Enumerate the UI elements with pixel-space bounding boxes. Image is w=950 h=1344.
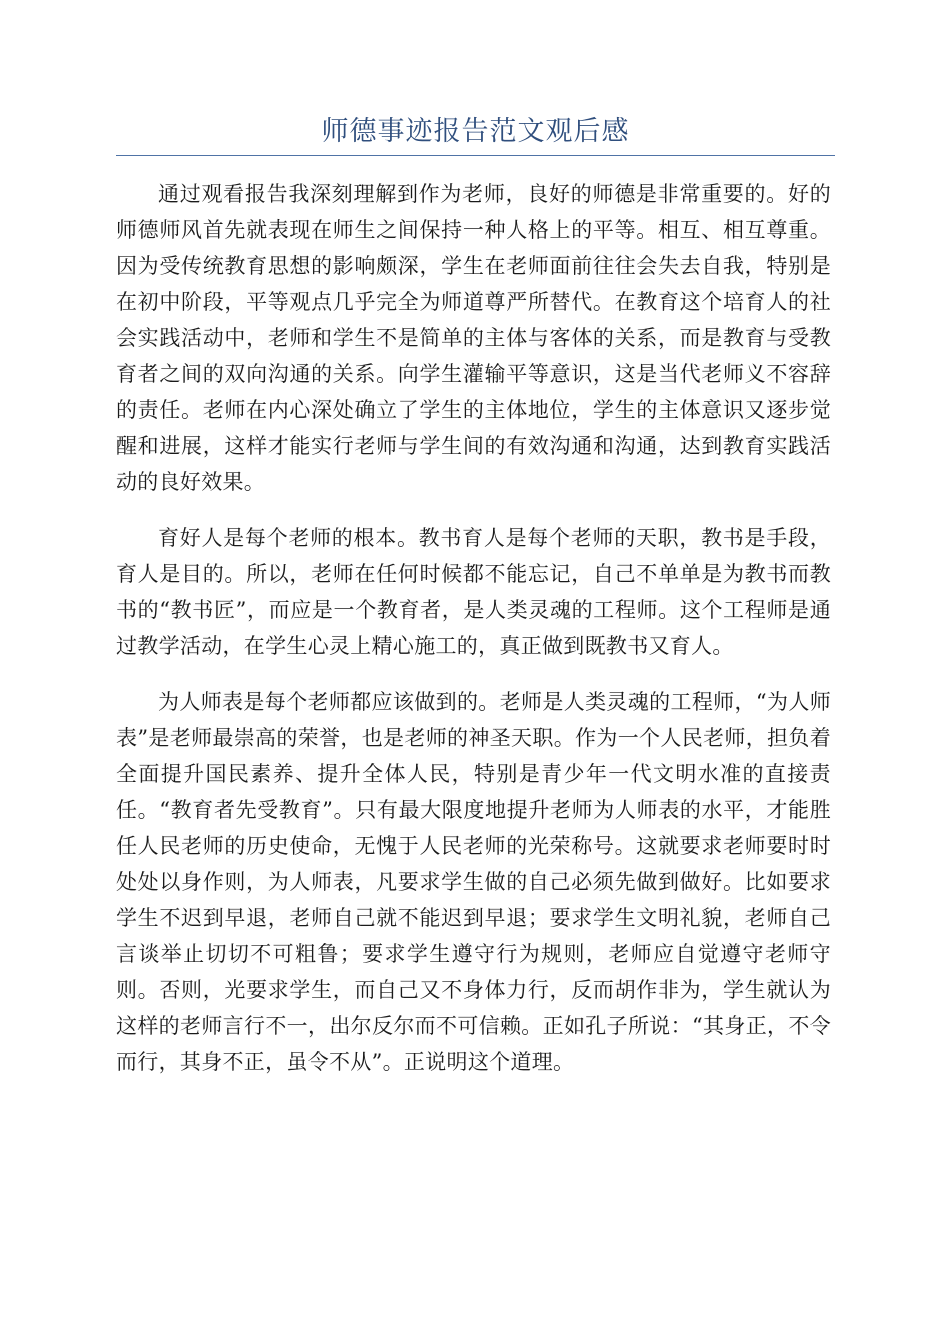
paragraph-1: 通过观看报告我深刻理解到作为老师，良好的师德是非常重要的。好的师德师风首先就表现在师生之间保持一种人格上的平等。相互、相互尊重。因为受传统教育思想的影响颇深，学生在老师面前往往会失去自我，特别是在初中阶段，平等观点几乎完全为师道尊严所替代。在教育这个培育人的社会实践活动中，老师和学生不是简单的主体与客体的关系，而是教育与受教育者之间的双向沟通的关系。向学生灌输平等意识，这是当代老师义不容辞的责任。老师在内心深处确立了学生的主体地位，学生的主体意识又逐步觉醒和进展，这样才能实行老师与学生间的有效沟通和沟通，达到教育实践活动的良好效果。	[116, 182, 831, 494]
paragraph-3: 为人师表是每个老师都应该做到的。老师是人类灵魂的工程师，“为人师表”是老师最崇高的荣誉，也是老师的神圣天职。作为一个人民老师，担负着全面提升国民素养、提升全体人民，特别是青少年一代文明水准的直接责任。“教育者先受教育”。只有最大限度地提升老师为人师表的水平，才能胜任人民老师的历史使命，无愧于人民老师的光荣称号。这就要求老师要时时处处以身作则，为人师表，凡要求学生做的自己必须先做到做好。比如要求学生不迟到早退，老师自己就不能迟到早退；要求学生文明礼貌，老师自己言谈举止切切不可粗鲁；要求学生遵守行为规则，老师应自觉遵守老师守则。否则，光要求学生，而自己又不身体力行，反而胡作非为，学生就认为这样的老师言行不一，出尔反尔而不可信赖。正如孔子所说：“其身正，不令而行，其身不正，虽令不从”。正说明这个道理。	[116, 690, 831, 1074]
document-title: 师德事迹报告范文观后感	[321, 116, 630, 147]
document-body	[116, 176, 831, 1100]
title-underline	[116, 155, 835, 156]
paragraph-2: 育好人是每个老师的根本。教书育人是每个老师的天职，教书是手段，育人是目的。所以，老师在任何时候都不能忘记，自己不单单是为教书而教书的“教书匠”，而应是一个教育者，是人类灵魂的工程师。这个工程师是通过教学活动，在学生心灵上精心施工的，真正做到既教书又育人。	[116, 526, 831, 658]
